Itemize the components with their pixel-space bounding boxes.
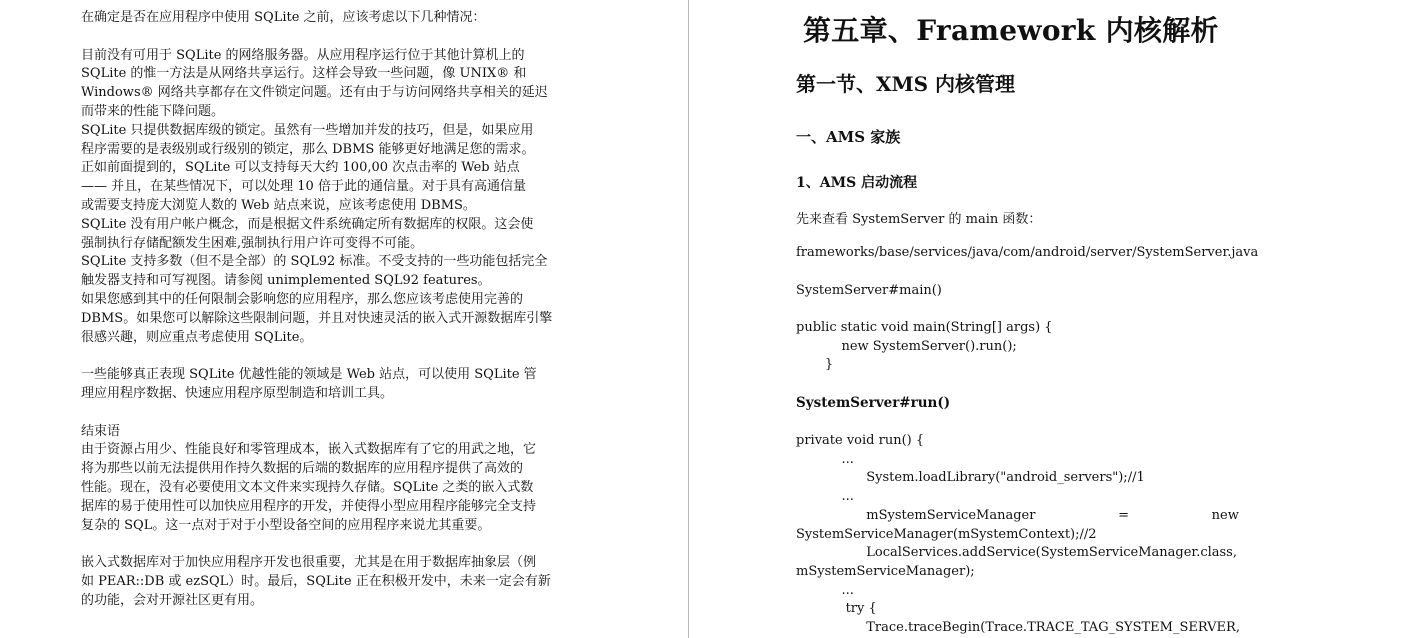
paragraph-conclusion: 由于资源占用少、性能良好和零管理成本，嵌入式数据库有了它的用武之地，它 将为那些以前无法提供用作持久数据的后端的数据库的应用程序提供了高效的 性能。现在，没有必要使用文本文件来实现持久存储。SQLite 之类的嵌入式数 据库的易于使用性可以加快应用程序的开发，并使得小型应用程序能够完全支持 复杂的 SQL。这一点对于对于小型设备空间的应用程序来说尤其重要。 [81, 442, 537, 533]
subsection-heading-ams-family: 一、AMS 家族 [796, 128, 901, 146]
subsection-heading-ams-startup: 1、AMS 启动流程 [796, 175, 918, 191]
blank-line [81, 535, 581, 554]
paragraph-locking: SQLite 只提供数据库级的锁定。虽然有一些增加并发的技巧，但是，如果应用 程序需要的是表级别或行级别的锁定，那么 DBMS 能够更好地满足您的需求。 [81, 122, 535, 157]
blank-line [81, 404, 581, 423]
file-path: frameworks/base/services/java/com/android/server/SystemServer.java [796, 245, 1259, 260]
paragraph-web-traffic: 正如前面提到的，SQLite 可以支持每天大约 100,00 次点击率的 Web 站点 —— 并且，在某些情况下，可以处理 10 倍于此的通信量。对于具有高通信量 或需要支持庞大浏览人数的 Web 站点来说，应该考虑使用 DBMS。 [81, 160, 526, 213]
left-page [0, 0, 688, 638]
paragraph-final: 嵌入式数据库对于加快应用程序开发也很重要，尤其是在用于数据库抽象层（例 如 PEAR::DB 或 ezSQL）时。最后，SQLite 正在积极开发中，未来一定会有新 的功能，会对开源社区更有用。 [81, 555, 551, 608]
intro-text: 先来查看 SystemServer 的 main 函数： [796, 212, 1042, 227]
paragraph-network-server: 目前没有可用于 SQLite 的网络服务器。从应用程序运行位于其他计算机上的 SQLite 的惟一方法是从网络共享运行。这样会导致一些问题，像 UNIX® 和 Windows® 网络共享都存在文件锁定问题。还有由于与访问网络共享相关的延迟 而带来的性能下降问题。 [81, 47, 548, 119]
method-ref-main: SystemServer#main() [796, 283, 942, 298]
left-text-column [81, 9, 581, 611]
code-block-run: private void run() { ... System.loadLibrary("android_servers");//1 ... mSystemServiceManager = new SystemServiceManager(mSystemContext);//2 LocalServices.addService(SystemServiceManager.class, mSystemServiceManager); ... try { Trace.traceBegin(Trace.TRACE_TAG_SYSTEM_SERVER, [796, 433, 1240, 636]
method-ref-run: SystemServer#run() [796, 395, 951, 411]
paragraph-intro: 在确定是否在应用程序中使用 SQLite 之前，应该考虑以下几种情况： [81, 10, 486, 25]
conclusion-heading: 结束语 [81, 423, 121, 439]
paragraph-use-cases: 一些能够真正表现 SQLite 优越性能的领域是 Web 站点，可以使用 SQLite 管 理应用程序数据、快速应用程序原型制造和培训工具。 [81, 367, 537, 401]
paragraph-sql92: SQLite 支持多数（但不是全部）的 SQL92 标准。不受支持的一些功能包括完全 触发器支持和可写视图。请参阅 unimplemented SQL92 features。 [81, 254, 548, 289]
code-block-main: public static void main(String[] args) { new SystemServer().run(); } [796, 320, 1053, 373]
paragraph-user-accounts: SQLite 没有用户帐户概念，而是根据文件系统确定所有数据库的权限。这会使 强制执行存储配额发生困难,强制执行用户许可变得不可能。 [81, 216, 534, 251]
blank-line [81, 347, 581, 366]
section-title: 第一节、XMS 内核管理 [796, 72, 1016, 96]
chapter-title: 第五章、Framework 内核解析 [803, 14, 1219, 47]
blank-line [81, 28, 581, 47]
right-page [689, 0, 1401, 638]
paragraph-limitations: 如果您感到其中的任何限制会影响您的应用程序，那么您应该考虑使用完善的 DBMS。如果您可以解除这些限制问题，并且对快速灵活的嵌入式开源数据库引擎 很感兴趣，则应重点考虑使用 SQLite。 [81, 291, 553, 345]
